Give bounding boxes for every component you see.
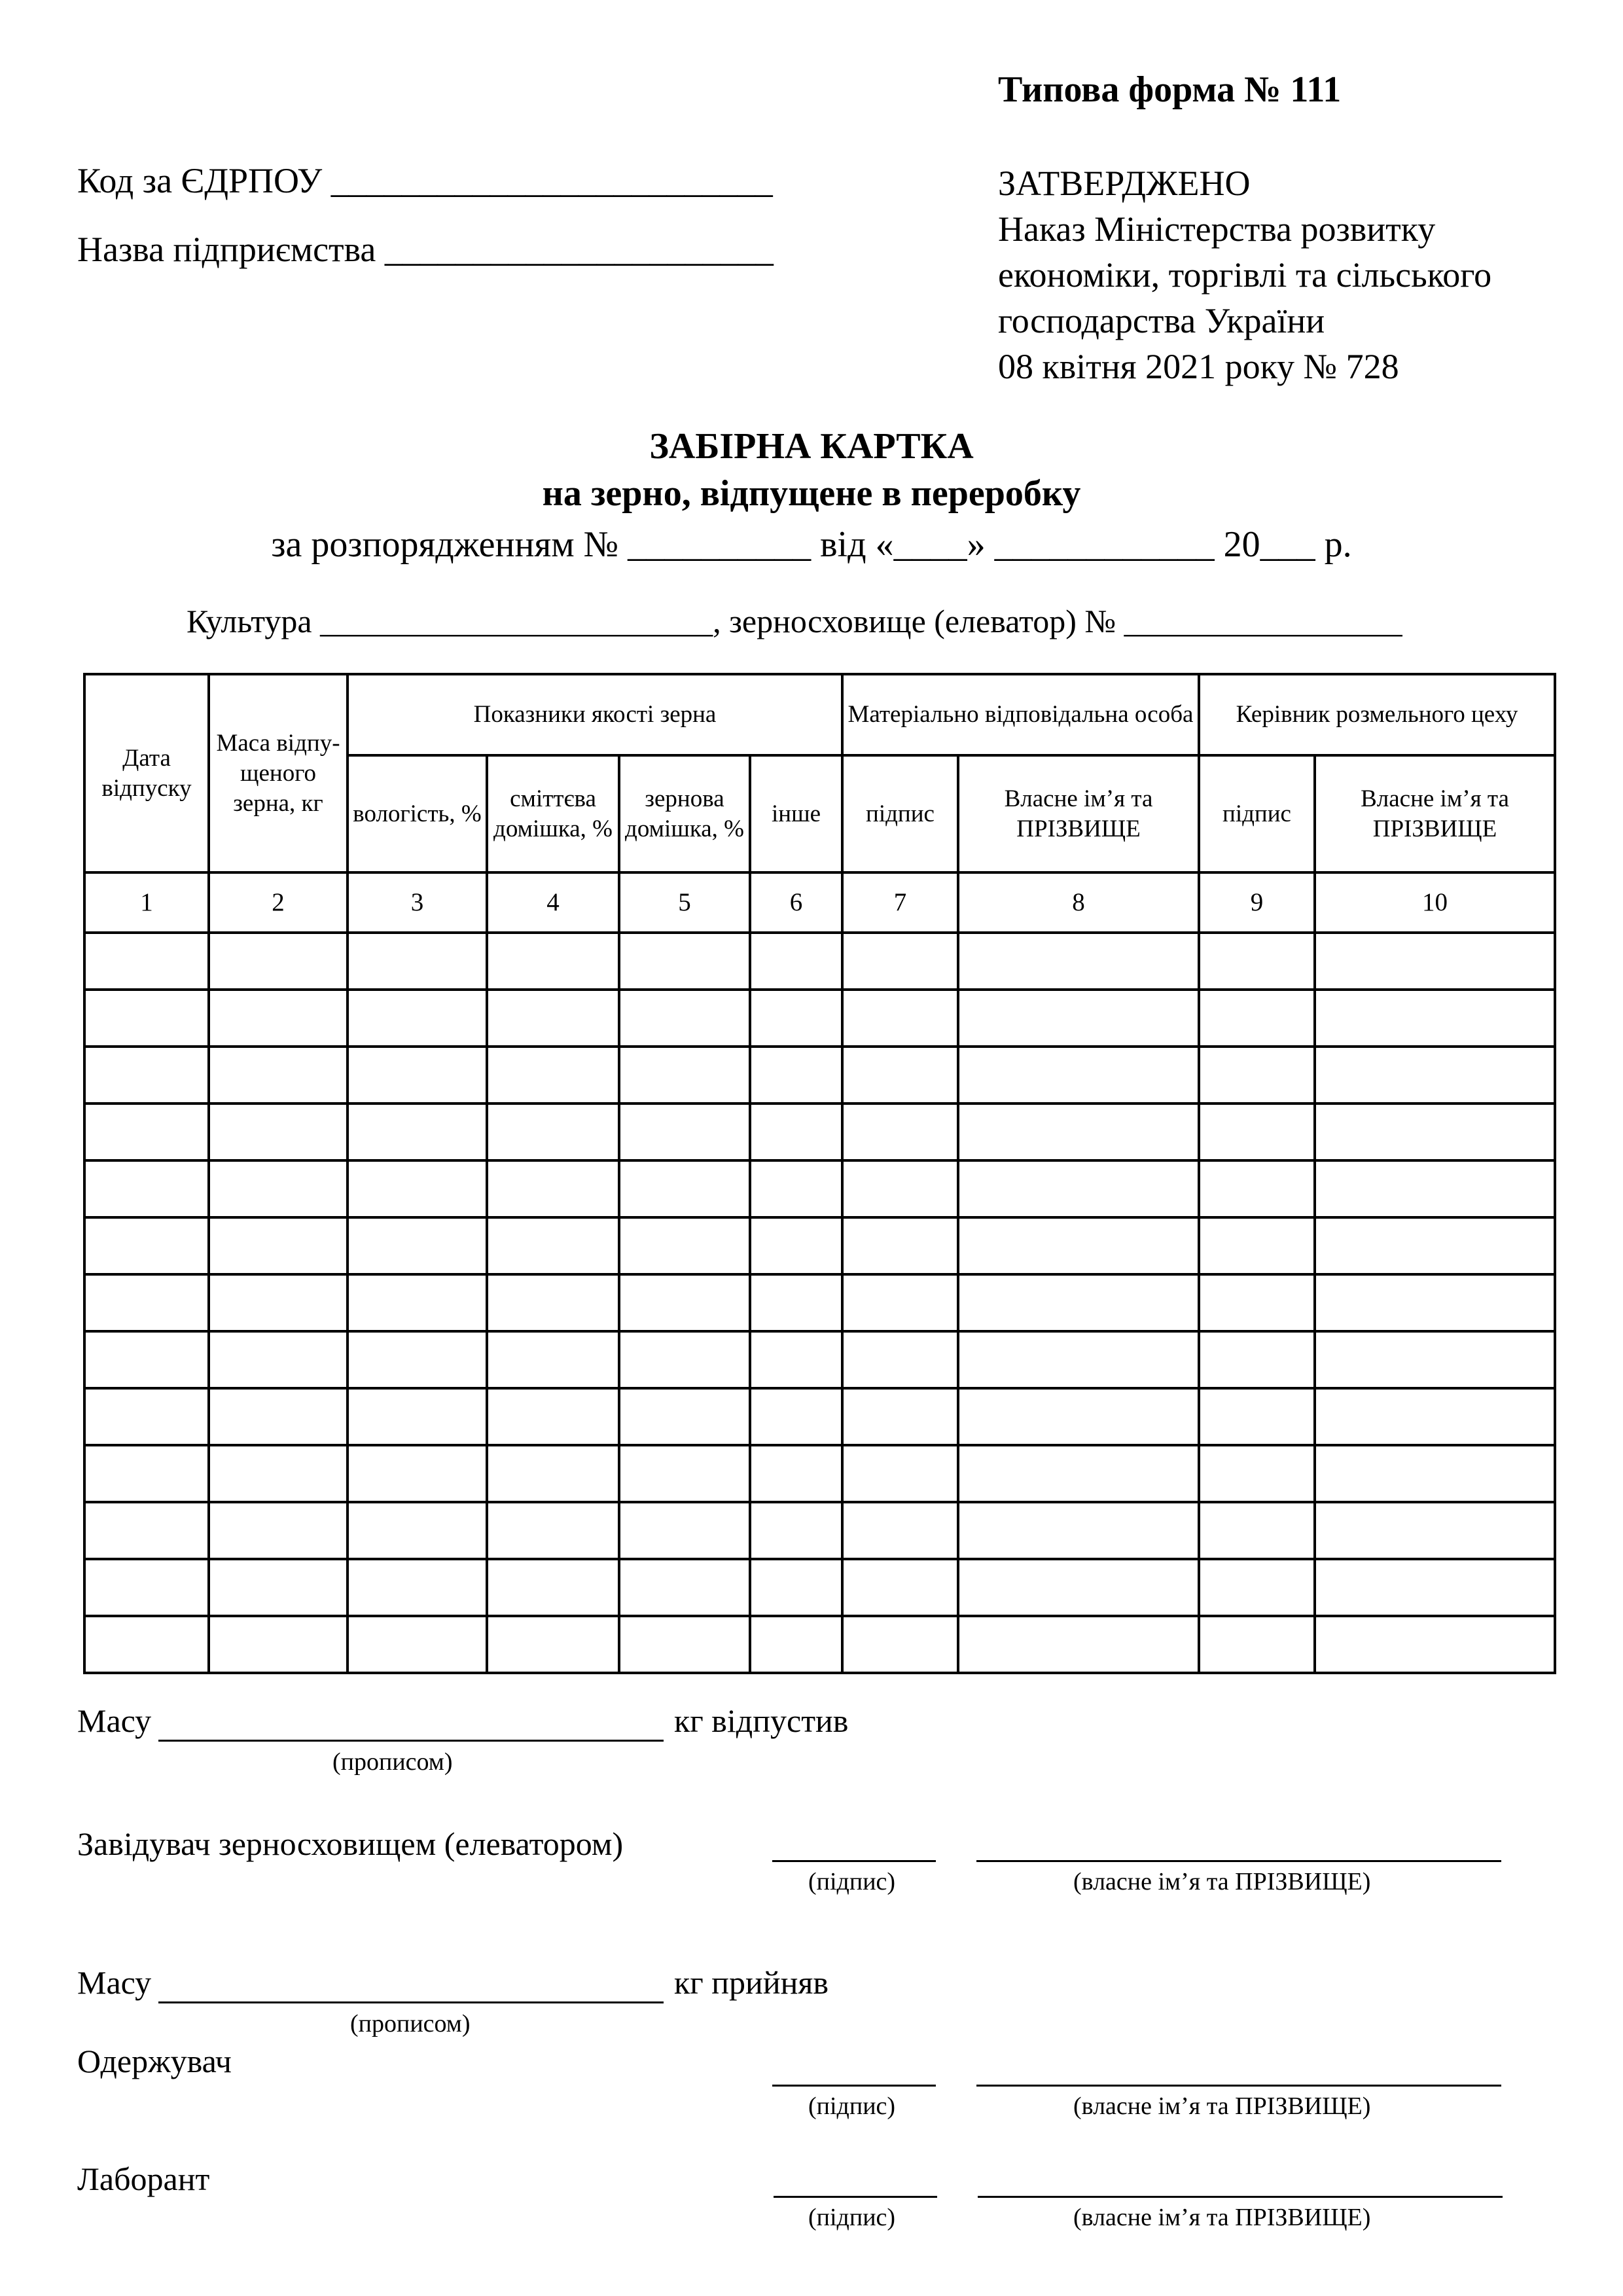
table-cell[interactable] (842, 1559, 958, 1616)
table-row (84, 1502, 1555, 1559)
receiver-name-line[interactable] (976, 2085, 1501, 2087)
storage-head-name-line[interactable] (976, 1860, 1501, 1862)
approval-line: господарства України (998, 301, 1325, 340)
header-date: Дата відпуску (84, 674, 209, 872)
table-cell[interactable] (1315, 1047, 1555, 1103)
table-cell[interactable] (750, 990, 842, 1047)
table-cell[interactable] (750, 1274, 842, 1331)
table-cell[interactable] (1199, 1502, 1315, 1559)
header-responsible-group: Матеріально відповідальна особа (842, 674, 1199, 755)
table-cell[interactable] (1199, 1217, 1315, 1274)
table-cell[interactable] (487, 1616, 619, 1673)
table-cell[interactable] (619, 1616, 750, 1673)
column-number: 5 (619, 872, 750, 933)
table-cell[interactable] (1315, 1445, 1555, 1502)
table-cell[interactable] (958, 1274, 1199, 1331)
table-cell[interactable] (750, 1616, 842, 1673)
table-cell[interactable] (1199, 1388, 1315, 1445)
header-responsible-sign: підпис (842, 755, 958, 872)
receiver-label: Одержувач (77, 2043, 232, 2079)
approval-date: 08 квітня 2021 року № 728 (998, 347, 1399, 386)
table-cell[interactable] (209, 1274, 348, 1331)
approval-title: ЗАТВЕРДЖЕНО (998, 164, 1251, 203)
table-cell[interactable] (84, 1217, 209, 1274)
table-cell[interactable] (842, 1274, 958, 1331)
table-row (84, 1616, 1555, 1673)
table-cell[interactable] (619, 1559, 750, 1616)
table-cell[interactable] (958, 1559, 1199, 1616)
table-cell[interactable] (209, 990, 348, 1047)
table-cell[interactable] (958, 990, 1199, 1047)
storage-head-signature-line[interactable] (772, 1860, 936, 1862)
table-cell[interactable] (1199, 1559, 1315, 1616)
table-cell[interactable] (842, 990, 958, 1047)
table-row (84, 990, 1555, 1047)
table-row (84, 1103, 1555, 1160)
table-cell[interactable] (1315, 1103, 1555, 1160)
table-cell[interactable] (842, 1217, 958, 1274)
table-row (84, 1274, 1555, 1331)
approval-line: економіки, торгівлі та сільського (998, 255, 1492, 295)
table-cell[interactable] (1315, 1331, 1555, 1388)
table-cell[interactable] (958, 1160, 1199, 1217)
table-cell[interactable] (958, 1217, 1199, 1274)
table-cell[interactable] (348, 1616, 487, 1673)
table-row (84, 1331, 1555, 1388)
approval-line: Наказ Міністерства розвитку (998, 209, 1436, 249)
table-cell[interactable] (1315, 1502, 1555, 1559)
table-cell[interactable] (619, 933, 750, 990)
column-number: 6 (750, 872, 842, 933)
mass-received-line[interactable] (158, 2001, 664, 2003)
table-cell[interactable] (84, 1502, 209, 1559)
table-cell[interactable] (1315, 1559, 1555, 1616)
header-other: інше (750, 755, 842, 872)
company-name-field: Назва підприємства ______________________ (77, 230, 774, 269)
in-words-caption: (прописом) (332, 1748, 453, 1776)
table-cell[interactable] (842, 1616, 958, 1673)
table-cell[interactable] (487, 1047, 619, 1103)
table-cell[interactable] (619, 1274, 750, 1331)
form-number: Типова форма № 111 (998, 69, 1342, 110)
column-number: 4 (487, 872, 619, 933)
table-cell[interactable] (209, 1217, 348, 1274)
table-cell[interactable] (842, 933, 958, 990)
table-cell[interactable] (750, 1445, 842, 1502)
table-cell[interactable] (487, 933, 619, 990)
crop-storage-line: Культура ________________________, зерносховище (елеватор) № _________________ (187, 603, 1402, 639)
table-cell[interactable] (348, 1274, 487, 1331)
table-cell[interactable] (84, 1445, 209, 1502)
table-cell[interactable] (348, 1217, 487, 1274)
table-cell[interactable] (1199, 1160, 1315, 1217)
signature-caption: (підпис) (808, 1868, 896, 1895)
table-row (84, 1559, 1555, 1616)
table-cell[interactable] (84, 1274, 209, 1331)
table-cell[interactable] (84, 1331, 209, 1388)
table-cell[interactable] (348, 1388, 487, 1445)
storage-head-label: Завідувач зерносховищем (елеватором) (77, 1825, 624, 1862)
order-line: за розпорядженням № __________ від «____» ____________ 20___ р. (271, 524, 1352, 565)
table-cell[interactable] (619, 1103, 750, 1160)
table-cell[interactable] (750, 1160, 842, 1217)
mass-received-label: Масу (77, 1964, 152, 2001)
table-cell[interactable] (84, 1616, 209, 1673)
table-cell[interactable] (750, 1559, 842, 1616)
table-row (84, 1217, 1555, 1274)
table-cell[interactable] (842, 1103, 958, 1160)
column-number: 8 (958, 872, 1199, 933)
header-moisture: вологість, % (348, 755, 487, 872)
table-cell[interactable] (209, 1331, 348, 1388)
header-responsible-name: Власне ім’я та ПРІЗВИЩЕ (958, 755, 1199, 872)
table-cell[interactable] (1315, 1274, 1555, 1331)
table-cell[interactable] (842, 1445, 958, 1502)
table-cell[interactable] (348, 1047, 487, 1103)
table-cell[interactable] (619, 1502, 750, 1559)
table-cell[interactable] (1315, 933, 1555, 990)
name-caption: (власне ім’я та ПРІЗВИЩЕ) (1073, 1868, 1371, 1895)
table-row (84, 1047, 1555, 1103)
table-cell[interactable] (1315, 1616, 1555, 1673)
table-cell[interactable] (84, 933, 209, 990)
mass-released-label: Масу (77, 1702, 152, 1739)
column-number: 9 (1199, 872, 1315, 933)
header-mass: Маса відпу-щеного зерна, кг (209, 674, 348, 872)
table-cell[interactable] (958, 1103, 1199, 1160)
table-cell[interactable] (1315, 990, 1555, 1047)
table-row (84, 1445, 1555, 1502)
header-head-group: Керівник розмельного цеху (1199, 674, 1555, 755)
header-grain-impurity: зернова домішка, % (619, 755, 750, 872)
table-cell[interactable] (1199, 990, 1315, 1047)
table-cell[interactable] (1315, 1217, 1555, 1274)
table-cell[interactable] (1199, 1331, 1315, 1388)
header-head-name: Власне ім’я та ПРІЗВИЩЕ (1315, 755, 1555, 872)
table-cell[interactable] (1199, 1616, 1315, 1673)
table-cell[interactable] (487, 1445, 619, 1502)
table-cell[interactable] (958, 1047, 1199, 1103)
name-caption: (власне ім’я та ПРІЗВИЩЕ) (1073, 2204, 1371, 2231)
table-cell[interactable] (842, 1388, 958, 1445)
table-cell[interactable] (209, 1047, 348, 1103)
receiver-signature-line[interactable] (772, 2085, 936, 2087)
table-cell[interactable] (209, 1445, 348, 1502)
table-cell[interactable] (750, 1217, 842, 1274)
table-cell[interactable] (619, 1388, 750, 1445)
table-cell[interactable] (348, 933, 487, 990)
table-cell[interactable] (209, 1616, 348, 1673)
table-cell[interactable] (487, 1103, 619, 1160)
table-cell[interactable] (750, 1047, 842, 1103)
table-cell[interactable] (348, 1502, 487, 1559)
table-cell[interactable] (84, 1559, 209, 1616)
in-words-caption: (прописом) (350, 2010, 471, 2037)
mass-received-suffix: кг прийняв (674, 1964, 829, 2001)
table-cell[interactable] (348, 1103, 487, 1160)
table-cell[interactable] (84, 1103, 209, 1160)
table-cell[interactable] (84, 1047, 209, 1103)
lab-signature-line[interactable] (774, 2196, 937, 2198)
edrpou-field: Код за ЄДРПОУ _________________________ (77, 161, 773, 200)
table-cell[interactable] (619, 1160, 750, 1217)
table-cell[interactable] (348, 1160, 487, 1217)
mass-released-line[interactable] (158, 1740, 664, 1742)
table-cell[interactable] (487, 1274, 619, 1331)
table-cell[interactable] (487, 990, 619, 1047)
table-cell[interactable] (209, 933, 348, 990)
table-cell[interactable] (619, 1217, 750, 1274)
column-number: 10 (1315, 872, 1555, 933)
document-title: ЗАБІРНА КАРТКА (649, 426, 974, 467)
table-cell[interactable] (958, 1616, 1199, 1673)
table-cell[interactable] (348, 1559, 487, 1616)
column-number: 7 (842, 872, 958, 933)
table-cell[interactable] (487, 1160, 619, 1217)
column-number: 2 (209, 872, 348, 933)
table-cell[interactable] (619, 990, 750, 1047)
approval-block (998, 160, 1587, 389)
header-quality-group: Показники якості зерна (348, 674, 842, 755)
table-cell[interactable] (209, 1160, 348, 1217)
table-cell[interactable] (750, 1388, 842, 1445)
table-cell[interactable] (619, 1331, 750, 1388)
table-cell[interactable] (958, 1388, 1199, 1445)
table-cell[interactable] (1315, 1388, 1555, 1445)
table-cell[interactable] (348, 1445, 487, 1502)
table-cell[interactable] (487, 1331, 619, 1388)
table-cell[interactable] (209, 1559, 348, 1616)
table-row (84, 1160, 1555, 1217)
table-cell[interactable] (84, 1388, 209, 1445)
table-cell[interactable] (958, 1331, 1199, 1388)
table-cell[interactable] (487, 1388, 619, 1445)
table-row (84, 933, 1555, 990)
table-cell[interactable] (84, 1160, 209, 1217)
table-cell[interactable] (1199, 1274, 1315, 1331)
table-cell[interactable] (958, 933, 1199, 990)
table-cell[interactable] (487, 1502, 619, 1559)
lab-assistant-label: Лаборант (77, 2161, 210, 2197)
table-cell[interactable] (487, 1559, 619, 1616)
table-cell[interactable] (348, 1331, 487, 1388)
table-cell[interactable] (348, 990, 487, 1047)
table-cell[interactable] (842, 1502, 958, 1559)
table-cell[interactable] (209, 1502, 348, 1559)
table-cell[interactable] (619, 1445, 750, 1502)
signature-caption: (підпис) (808, 2092, 896, 2120)
table-cell[interactable] (1199, 933, 1315, 990)
name-caption: (власне ім’я та ПРІЗВИЩЕ) (1073, 2092, 1371, 2120)
table-cell[interactable] (750, 1331, 842, 1388)
mass-released-suffix: кг відпустив (674, 1702, 849, 1739)
table-cell[interactable] (1199, 1103, 1315, 1160)
table-cell[interactable] (619, 1047, 750, 1103)
table-cell[interactable] (209, 1103, 348, 1160)
table-row (84, 1388, 1555, 1445)
grain-table (83, 673, 1556, 1674)
column-number: 1 (84, 872, 209, 933)
table-cell[interactable] (842, 1331, 958, 1388)
lab-name-line[interactable] (978, 2196, 1503, 2198)
table-cell[interactable] (487, 1217, 619, 1274)
table-cell[interactable] (842, 1047, 958, 1103)
table-cell[interactable] (209, 1388, 348, 1445)
table-cell[interactable] (750, 1103, 842, 1160)
table-cell[interactable] (750, 933, 842, 990)
document-subtitle: на зерно, відпущене в переробку (542, 473, 1081, 514)
column-number: 3 (348, 872, 487, 933)
table-cell[interactable] (1315, 1160, 1555, 1217)
table-cell[interactable] (1199, 1445, 1315, 1502)
table-cell[interactable] (958, 1502, 1199, 1559)
table-cell[interactable] (750, 1502, 842, 1559)
table-cell[interactable] (958, 1445, 1199, 1502)
signature-caption: (підпис) (808, 2204, 896, 2231)
table-cell[interactable] (84, 990, 209, 1047)
table-cell[interactable] (842, 1160, 958, 1217)
header-trash-impurity: сміттєва домішка, % (487, 755, 619, 872)
header-head-sign: підпис (1199, 755, 1315, 872)
table-cell[interactable] (1199, 1047, 1315, 1103)
